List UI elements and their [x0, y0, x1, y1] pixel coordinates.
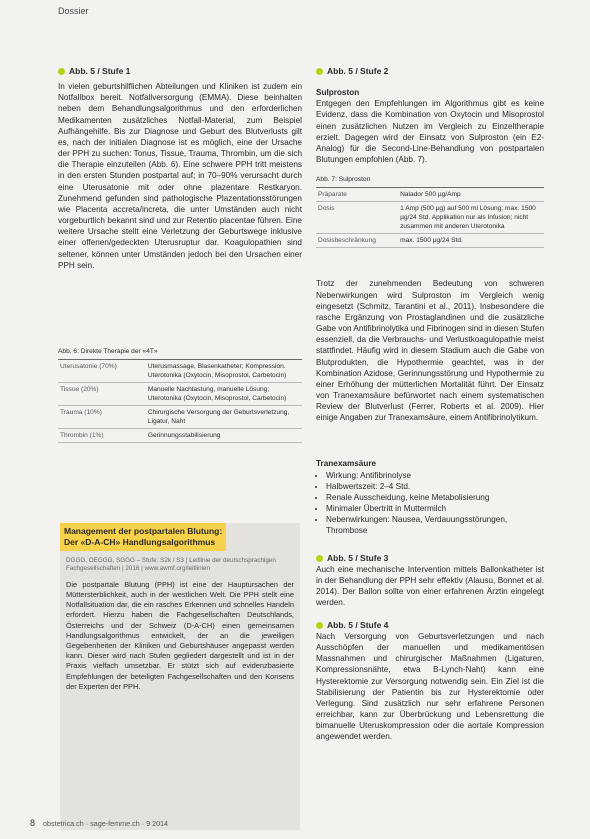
bullet-dot-icon	[58, 68, 65, 75]
algorithm-box	[60, 523, 300, 830]
right-heading-4: Abb. 5 / Stufe 4	[316, 620, 544, 631]
stufe3-paragraph: Auch eine mechanische Intervention mittels Ballonkatheter ist in der Behandlung der PPH sehr effektiv (Alausu, Bonnet et al. 2014). Der Ballon sollte von einer erfahrenen Ärztin eingelegt werden.	[316, 564, 544, 608]
discussion-paragraph: Trotz der zunehmenden Bedeutung von schweren Nebenwirkungen wird Sulproston im Vergleich wenig eingesetzt (Schmitz, Tarantini et al., 2011). Insbesondere die rasche Ergänzung von Prostaglandinen und die zusätzliche Gabe von Antifibrinolytika und Fibrinogen sind in diesen Stufen essenziell, da die Verbrauchs- und Verlustkoagulopathie meist stattfindet. Häufig wird in diesem Stadium auch die Gabe von Blutprodukten, die Hypothermie geachtet, was in der Kombination Azidose, Gerinnungsstörung und Hypothermie zu einer Erhöhung der mütterlichen Mortalität führt. Der Einsatz von Tranexamsäure befürwortet nach einem systematischen Review der Blutverlust (Ferrer, Roberts et al. 2009). Hier einige Angaben zur Tranexamsäure, einem Antifibrinolytikum.	[316, 279, 544, 423]
list-item: • Minimaler Übertritt in Muttermilch	[326, 503, 544, 514]
sulproston-table	[316, 174, 544, 248]
subheading-tranexamsaeure: Tranexamsäure	[316, 459, 377, 469]
table-row: Dosisbeschränkung max. 1500 µg/24 Std.	[316, 234, 544, 248]
list-item: • Wirkung: Antifibrinolyse	[326, 470, 544, 481]
table-row: Thrombin (1%) Gerinnungsstabilisierung	[58, 429, 302, 443]
left-paragraph: In vielen geburtshilflichen Abteilungen und Kliniken ist zudem ein Notfallbox bereit. Notfallversorgung (EMMA). Diese beinhalten neben dem Behandlungsalgorithmus und den erforderlichen Medikamenten zusätzliches Notfall-Material, zum Beispiel Aufhängehilfe. Bis zur Diagnose und Geburt des Blutverlusts gilt es, nach der initialen Diagnose ist es möglich, eine der Ursache der PPH zu suchen: Tonus, Tissue, Trauma, Thrombin, um die sich die Therapie einzuteilen (Abb. 6). Eine schwere PPH tritt meistens in den ersten Stunden postpartal auf; in 70–90% verursacht durch eine Uterusatonie mit oder ohne plazentare Restkaryon. Zunehmend gefunden sind pathologische Plazentationsstörungen wie Placenta accreta/increta, die unter Umständen auch nicht vorgeburtlich bekannt sind und zur Retentio placentae führen. Eine weitere Ursache stellt eine Verletzung der Geburtswege inklusive einer offenen/gedeckten Uterusruptur dar. Koagulopathien sind seltener, können unter Umständen jedoch bei den Ursachen einer PPH sein.	[58, 82, 302, 270]
left-heading: Abb. 5 / Stufe 1	[58, 66, 302, 77]
left-column	[58, 66, 302, 443]
bullet-dot-icon	[316, 622, 323, 629]
box-meta: DGGG, OEGGG, SGGG – Stufe: S2k / S3 | Leitlinie der deutschsprachigen Fachgesellschaften | 2016 | www.awmf.org/leitlinien	[66, 557, 276, 573]
therapy-table-title: Abb. 6: Direkte Therapie der «4T»	[58, 346, 302, 360]
sulproston-table-title: Abb. 7: Sulproston	[316, 174, 544, 188]
right-heading-1: Abb. 5 / Stufe 2	[316, 66, 544, 77]
list-item: • Nebenwirkungen: Nausea, Verdauungsstörungen, Thrombose	[326, 514, 544, 536]
table-row: Präparate Nalador 500 µg/Amp	[316, 188, 544, 202]
table-row: Tissue (20%) Manuelle Nachtastung, manuelle Lösung; Uterotonika (Oxytocin, Misoprostol, Carbetocin)	[58, 383, 302, 406]
page-number: 8	[30, 818, 36, 828]
list-item: • Halbwertszeit: 2–4 Std.	[326, 481, 544, 492]
right-column	[316, 66, 544, 754]
bullet-dot-icon	[316, 555, 323, 562]
list-item: • Renale Ausscheidung, keine Metabolisierung	[326, 492, 544, 503]
stufe4-paragraph: Nach Versorgung von Geburtsverletzungen und nach Ausschöpfen der manuellen und medikamentösen Massnahmen und chirurgischer Maßnahmen (Ligaturen, Kompressionsnähte, etwa B-Lynch-Naht) kann eine Hysterektomie zur Versorgung notwendig sein. Ein Ziel ist die Stabilisierung der Patientin bis zur Hysterektomie oder Verlegung. Sind zusätzlich nur sehr erfahrene Personen erreichbar, kann zur Überbrückung und Lebensrettung die bimanuelle Uteruskompression oder die aortale Kompression angewendet werden.	[316, 631, 544, 742]
table-row: Uterusatonie (70%) Uterusmassage, Blasenkatheter; Kompression. Uterotonika (Oxytocin, Misoprostol, Carbetocin)	[58, 360, 302, 383]
footer-text: obstetrica.ch · sage-femme.ch · 9 2014	[43, 819, 169, 828]
tranexam-list	[316, 470, 544, 537]
bullet-dot-icon	[316, 68, 323, 75]
box-body: Die postpartale Blutung (PPH) ist eine der Hauptursachen der Müttersterblichkeit, auch in der westlichen Welt. Die PPH stellt eine Notfallsituation dar, die ein rasches Erkennen und schnelles Handeln erfordert. Hierzu haben die Fachgesellschaften Deutschlands, Österreichs und der Schweiz (D-A-CH) einen gemeinsamen Handlungsalgorithmus entwickelt, der an die jeweiligen Gegebenheiten der Kliniken und Geburtshäuser angepasst werden kann. Dieser wird nach Stufen gegliedert dargestellt und ist in der Praxis vielfach umsetzbar. Er stützt sich auf evidenzbasierte Empfehlungen der beteiligten Fachgesellschaften und den Konsens der Experten der PPH.	[66, 579, 294, 691]
footer	[30, 818, 168, 828]
subheading-sulproston: Sulproston	[316, 88, 360, 98]
box-title: Management der postpartalen Blutung: Der «D-A-CH» Handlungsalgorithmus	[60, 523, 226, 551]
therapy-table	[58, 346, 302, 443]
right-heading-3: Abb. 5 / Stufe 3	[316, 553, 544, 564]
section-label: Dossier	[58, 6, 89, 16]
table-row: Trauma (10%) Chirurgische Versorgung der Geburtsverletzung, Ligatur, Naht	[58, 406, 302, 429]
table-row: Dosis 1 Amp (500 µg) auf 500 ml Lösung; max. 1500 µg/24 Std. Applikation nur als Infusion; nicht zusammen mit anderen Uterotonika	[316, 202, 544, 234]
sulproston-paragraph: Entgegen den Empfehlungen im Algorithmus gibt es keine Evidenz, dass die Kombination von Oxytocin und Misoprostol einen zusätzlichen Nutzen im Vergleich zu Einzeltherapie erzielt. Dagegen wird der Einsatz von Sulproston (ein E2-Analog) für die Second-Line-Behandlung von postpartalen Blutungen empfohlen (Abb. 7).	[316, 99, 544, 165]
